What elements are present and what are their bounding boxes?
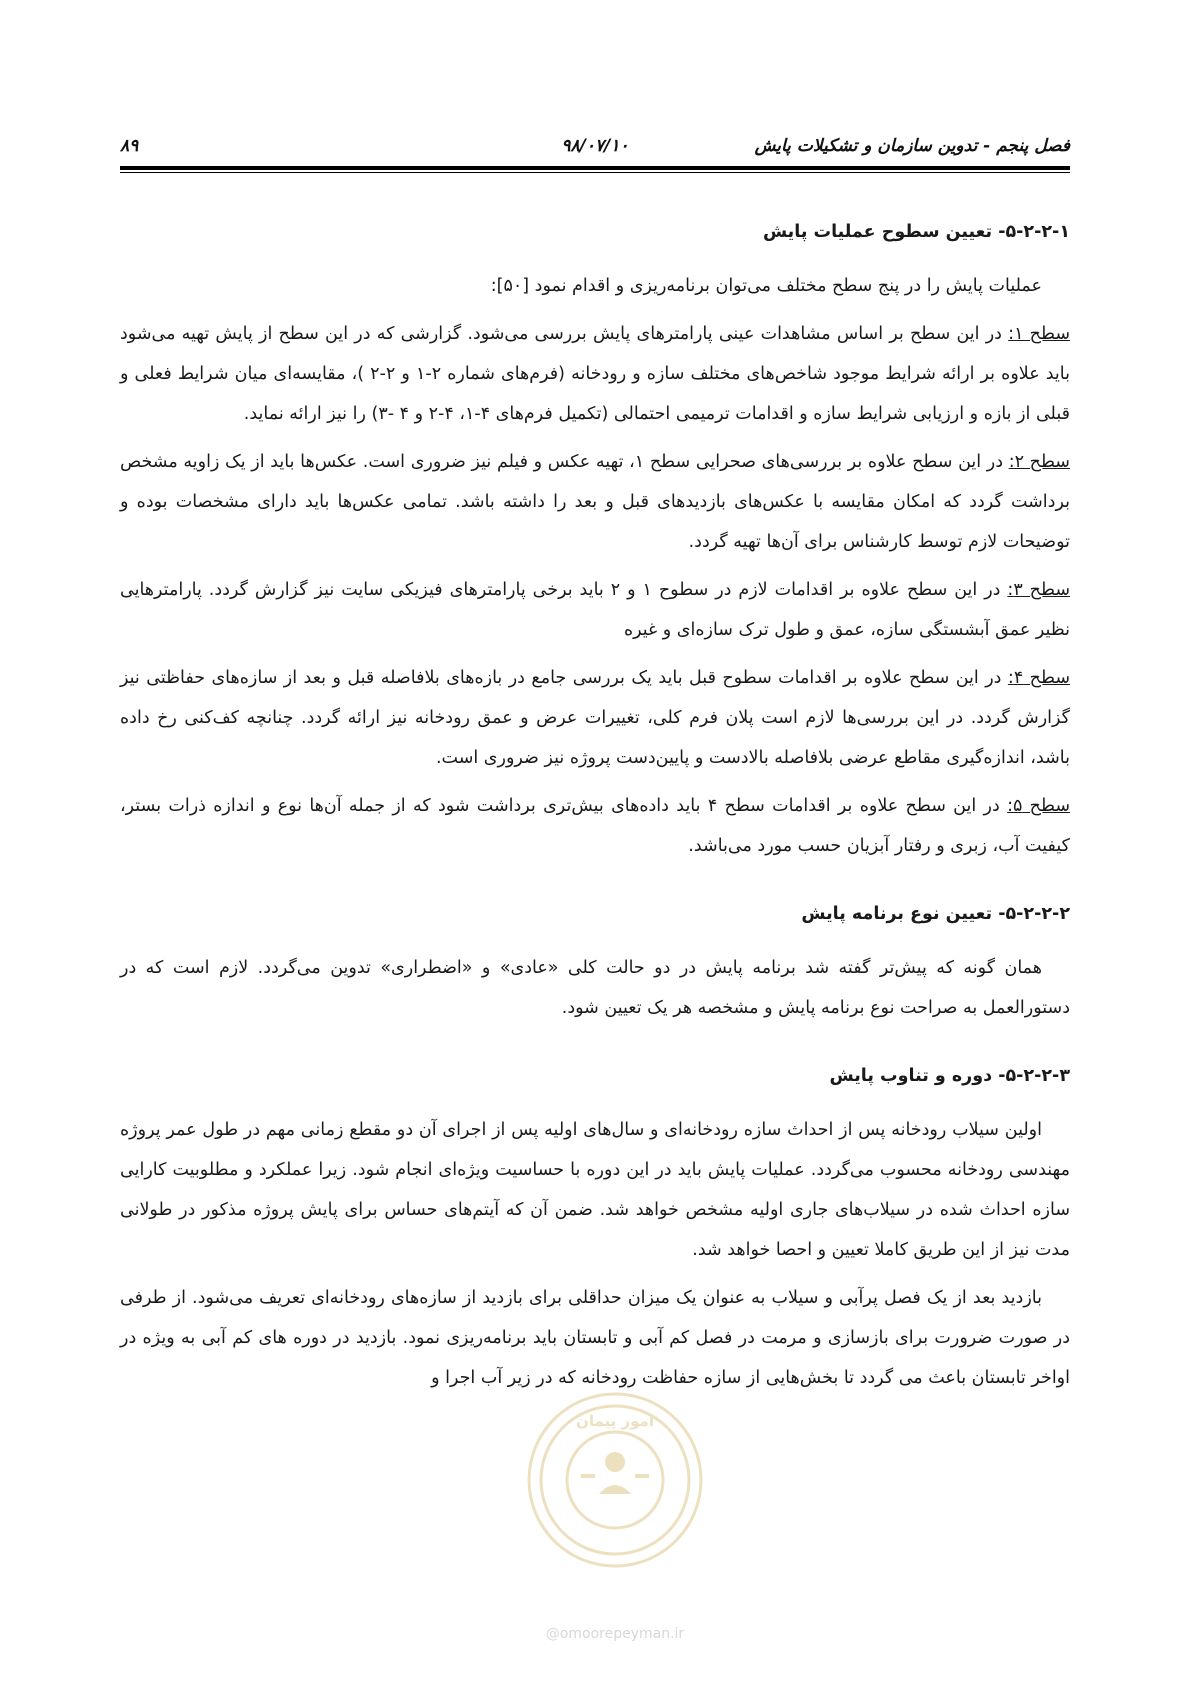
level-label: سطح ۳: bbox=[1007, 580, 1071, 600]
level-3-paragraph bbox=[120, 570, 1070, 650]
level-label: سطح ۵: bbox=[1007, 796, 1070, 816]
level-5-paragraph bbox=[120, 786, 1070, 866]
paragraph: همان گونه که پیش‌تر گفته شد برنامه پایش در دو حالت کلی «عادی» و «اضطراری» تدوین می‌گردد. لازم است که در دستورالعمل به صراحت نوع برنامه پایش و مشخصه هر یک تعیین شود. bbox=[120, 958, 1070, 1018]
header-rule-thin bbox=[120, 172, 1070, 173]
watermark-url: @omoorepeyman.ir bbox=[545, 1626, 685, 1642]
header-date: ۹۸/۰۷/۱۰ bbox=[561, 136, 629, 156]
header-rule bbox=[120, 166, 1070, 170]
watermark-logo bbox=[505, 1370, 725, 1650]
section-heading: ۵-۲-۲-۲- تعیین نوع برنامه پایش bbox=[801, 904, 1070, 924]
paragraph: بازدید بعد از یک فصل پرآبی و سیلاب به عنوان یک میزان حداقلی برای بازدید از سازه‌های رودخانه‌ای تعریف می‌شود. از طرفی در صورت ضرورت برای بازسازی و مرمت در فصل کم آبی و تابستان باید برنامه‌ریزی نمود. بازدید در دوره های کم آبی به ویژه در اواخر تابستان باعث می گردد تا بخش‌هایی از سازه حفاظت رودخانه که در زیر آب اجرا و bbox=[120, 1288, 1070, 1388]
page-header bbox=[120, 128, 1070, 164]
level-label: سطح ۴: bbox=[1007, 668, 1070, 688]
seal-icon bbox=[505, 1370, 725, 1650]
level-2-paragraph bbox=[120, 442, 1070, 562]
page-body bbox=[120, 212, 1070, 1406]
level-4-paragraph bbox=[120, 658, 1070, 778]
level-text: در این سطح علاوه بر اقدامات سطح ۴ باید داده‌های بیش‌تری برداشت شود که از جمله آن‌ها نوع و اندازه ذرات بستر، کیفیت آب، زبری و رفتار آبزیان حسب مورد می‌باشد. bbox=[120, 796, 1070, 856]
level-text: در این سطح علاوه بر اقدامات لازم در سطوح ۱ و ۲ باید برخی پارامترهای فیزیکی سایت نیز گزارش گردد. پارامترهایی نظیر عمق آبشستگی سازه، عمق و طول ترک سازه‌ای و غیره bbox=[120, 580, 1070, 640]
page-number: ۸۹ bbox=[120, 136, 139, 156]
level-1-paragraph bbox=[120, 314, 1070, 434]
section-heading: ۵-۲-۲-۳- دوره و تناوب پایش bbox=[829, 1066, 1070, 1086]
watermark-title: امور پیمان bbox=[576, 1412, 654, 1430]
level-text: در این سطح علاوه بر بررسی‌های صحرایی سطح ۱، تهیه عکس و فیلم نیز ضروری است. عکس‌ها باید از یک زاویه مشخص برداشت گردد که امکان مقایسه با عکس‌های بازدیدهای قبل و بعد را داشته باشد. تمامی عکس‌ها باید دارای مشخصات بوده و توضیحات لازم توسط کارشناس برای آن‌ها تهیه گردد. bbox=[120, 452, 1070, 552]
paragraph: عملیات پایش را در پنج سطح مختلف می‌توان برنامه‌ریزی و اقدام نمود [۵۰]: bbox=[490, 276, 1042, 296]
chapter-title: فصل پنجم - تدوین سازمان و تشکیلات پایش bbox=[754, 136, 1070, 156]
level-text: در این سطح بر اساس مشاهدات عینی پارامترهای پایش بررسی می‌شود. گزارشی که در این سطح از پایش تهیه می‌شود باید علاوه بر ارائه شرایط موجود شاخص‌های مختلف سازه و رودخانه (فرم‌های شماره ۲-۱ و ۲-۲ )، مقایسه‌ای میان شرایط فعلی و قبلی از بازه و ارزیابی شرایط سازه و اقدامات ترمیمی احتمالی (تکمیل فرم‌های ۴-۱، ۴-۲ و ۴ -۳) را نیز ارائه نماید. bbox=[120, 324, 1071, 424]
level-label: سطح ۱: bbox=[1008, 324, 1070, 344]
level-text: در این سطح علاوه بر اقدامات سطوح قبل باید یک بررسی جامع در بازه‌های بلافاصله قبل و بعد از سازه‌های حفاظتی نیز گزارش گردد. در این بررسی‌ها لازم است پلان فرم کلی، تغییرات عرض و عمق رودخانه نیز ارائه گردد. چنانچه کف‌کنی رخ داده باشد، اندازه‌گیری مقاطع عرضی بلافاصله بالادست و پایین‌دست پروژه نیز ضروری است. bbox=[120, 668, 1070, 768]
section-heading: ۵-۲-۲-۱- تعیین سطوح عملیات پایش bbox=[762, 222, 1070, 242]
level-label: سطح ۲: bbox=[1008, 452, 1070, 472]
paragraph: اولین سیلاب رودخانه پس از احداث سازه رودخانه‌ای و سال‌های اولیه پس از اجرای آن دو مقطع زمانی مهم در طول عمر پروژه مهندسی رودخانه محسوب می‌گردد. عملیات پایش باید در این دوره با حساسیت ویژه‌ای انجام شود. زیرا عملکرد و مطلوبیت کارایی سازه احداث شده در سیلاب‌های جاری اولیه مشخص خواهد شد. ضمن آن که آیتم‌های حساس برای پایش پروژه مذکور در طولانی مدت نیز از این طریق کاملا تعیین و احصا خواهد شد. bbox=[120, 1120, 1070, 1260]
